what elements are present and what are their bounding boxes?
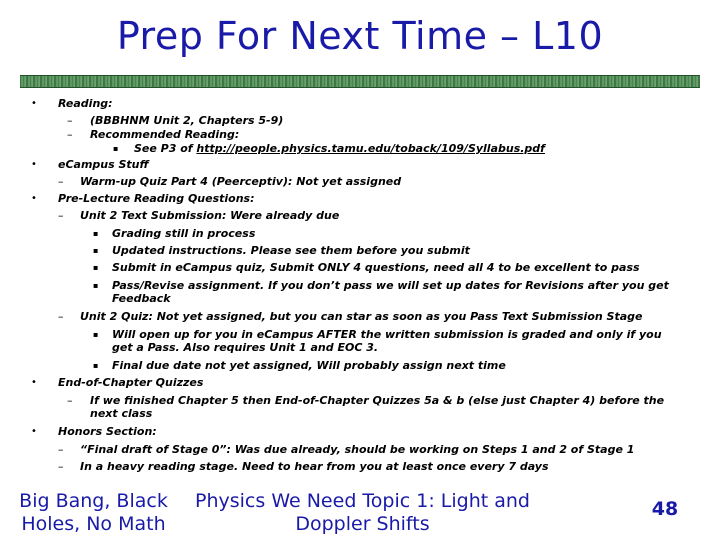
slide-page-number: 48	[651, 498, 679, 520]
bullet-label: End-of-Chapter Quizzes	[58, 376, 204, 389]
sub-bullet-text: Unit 2 Quiz: Not yet assigned, but you can star as soon as you Pass Text Submission Stage	[80, 310, 643, 323]
dash-marker: –	[67, 114, 73, 127]
sub-bullet-text: Recommended Reading:	[90, 128, 240, 141]
sub-bullet-text: “Final draft of Stage 0”: Was due already, should be working on Steps 1 and 2 of Stage 1	[80, 443, 635, 456]
bullet-label: Pre-Lecture Reading Questions:	[58, 192, 255, 205]
bullet-marker: •	[31, 98, 37, 109]
bullet-marker: •	[31, 426, 37, 437]
sub-bullet-text: (BBBHNM Unit 2, Chapters 5-9)	[90, 114, 284, 127]
square-marker: ▪	[93, 229, 99, 238]
syllabus-note-prefix: See P3 of	[134, 142, 197, 155]
bullet-marker: •	[31, 159, 37, 170]
sub-sub-bullet-text: Grading still in process	[112, 227, 256, 240]
sub-bullet-text: Unit 2 Text Submission: Were already due	[80, 209, 340, 222]
dash-marker: –	[58, 460, 64, 473]
dash-marker: –	[67, 394, 73, 407]
bullet-marker: •	[31, 193, 37, 204]
bullet-marker: •	[31, 377, 37, 388]
syllabus-note	[134, 142, 545, 155]
sub-sub-bullet-text: Final due date not yet assigned, Will probably assign next time	[112, 359, 506, 372]
square-marker: ▪	[93, 281, 99, 290]
bullet-label: Reading:	[58, 97, 113, 110]
sub-sub-bullet-text: Updated instructions. Please see them before you submit	[112, 244, 470, 257]
dash-marker: –	[58, 310, 64, 323]
square-marker: ▪	[93, 361, 99, 370]
sub-sub-bullet-text: Pass/Revise assignment. If you don’t pass we will set up dates for Revisions after you get Feedback	[112, 279, 669, 305]
footer-course-title: Big Bang, Black Holes, No Math	[19, 490, 168, 535]
square-marker: ▪	[113, 144, 119, 153]
bullet-label: eCampus Stuff	[58, 158, 149, 171]
square-marker: ▪	[93, 330, 99, 339]
square-marker: ▪	[93, 263, 99, 272]
square-marker: ▪	[93, 246, 99, 255]
dash-marker: –	[58, 209, 64, 222]
sub-sub-bullet-text: Submit in eCampus quiz, Submit ONLY 4 questions, need all 4 to be excellent to pass	[112, 261, 640, 274]
sub-bullet-text: If we finished Chapter 5 then End-of-Chapter Quizzes 5a & b (else just Chapter 4) before the next class	[90, 394, 665, 420]
dash-marker: –	[58, 175, 64, 188]
sub-sub-bullet-text: Will open up for you in eCampus AFTER the written submission is graded and only if you get a Pass. Also requires Unit 1 and EOC 3.	[112, 328, 662, 354]
footer-topic-title: Physics We Need Topic 1: Light and Doppler Shifts	[195, 490, 530, 535]
sub-bullet-text: In a heavy reading stage. Need to hear from you at least once every 7 days	[80, 460, 549, 473]
dash-marker: –	[58, 443, 64, 456]
bullet-label: Honors Section:	[58, 425, 157, 438]
sub-bullet-text: Warm-up Quiz Part 4 (Peerceptiv): Not yet assigned	[80, 175, 402, 188]
syllabus-link[interactable]: http://people.physics.tamu.edu/toback/109/Syllabus.pdf	[196, 142, 545, 155]
dash-marker: –	[67, 128, 73, 141]
slide-title: Prep For Next Time – L10	[116, 14, 604, 58]
